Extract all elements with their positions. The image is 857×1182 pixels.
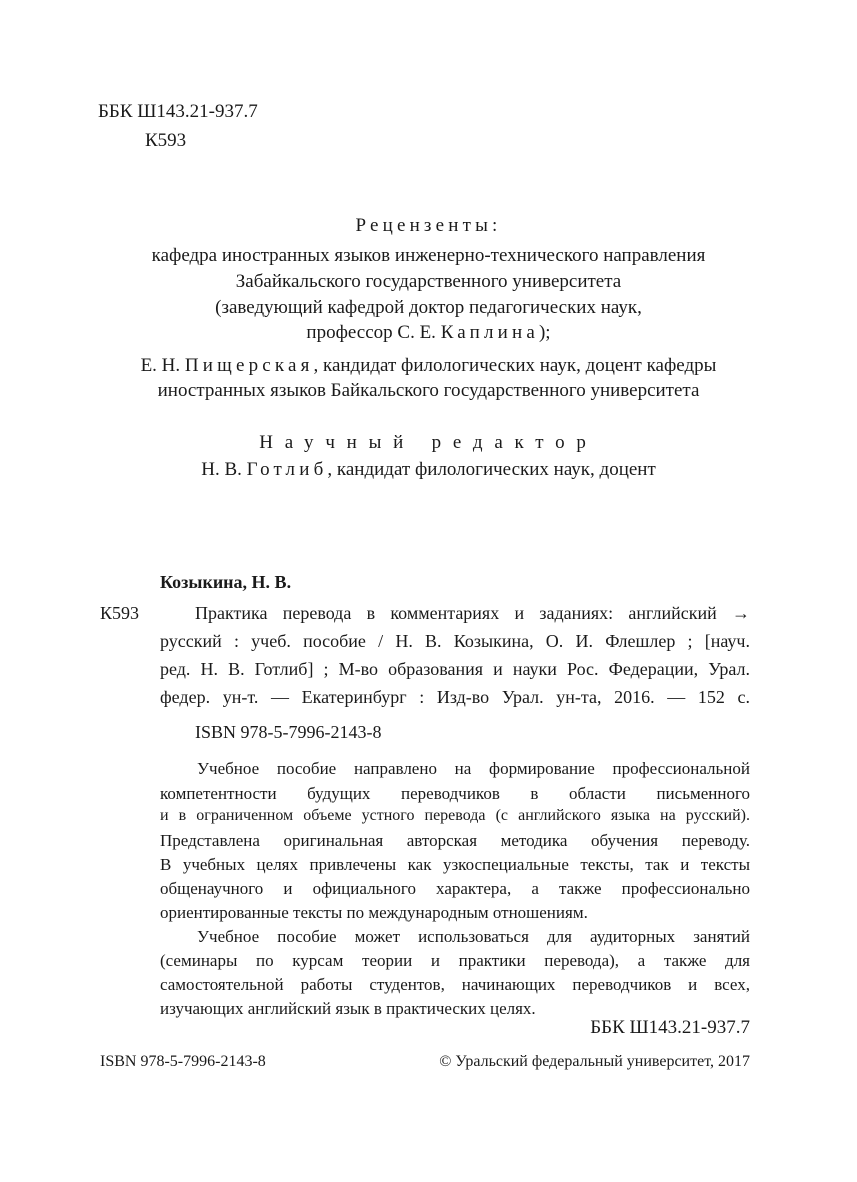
editor-heading: Научный редактор [259,432,598,453]
reviewer-name-pishcherskaya: Пищерская [184,355,314,376]
annotation-line-1: Учебное пособие направлено на формирование профессиональной [197,759,750,778]
reviewers-line-4: профессор С. Е. Каплина); [306,322,551,343]
annotation-line-8: Учебное пособие может использоваться для аудиторных занятий [197,927,750,946]
annotation-line-6: общенаучного и официального характера, а также профессионально [160,879,750,898]
annotation-line-11: изучающих английский язык в практических целях. [160,999,536,1018]
annotation-line-4: Представлена оригинальная авторская методика обучения переводу. [160,831,750,850]
catalog-mark: К593 [100,603,140,623]
catalog-author: Козыкина, Н. В. [160,572,292,592]
annotation-line-3: и в ограниченном объеме устного перевода (с английского языка на русский). [160,807,750,824]
reviewers-line-5: Е. Н. Пищерская, кандидат филологических наук, доцент кафедры [140,355,717,376]
reviewer-name-kaplina: Каплина [440,322,539,343]
reviewers-line-1: кафедра иностранных языков инженерно-технического направления [151,245,706,266]
bbk-index-top: ББК Ш143.21-937.7 [98,101,258,122]
editor-line: Н. В. Готлиб, кандидат филологических наук, доцент [201,459,656,480]
author-mark-top: К593 [145,130,187,151]
footer-copyright: © Уральский федеральный университет, 2017 [439,1053,750,1070]
annotation-line-7: ориентированные тексты по международным отношениям. [160,903,588,922]
catalog-isbn: ISBN 978-5-7996-2143-8 [195,722,382,742]
annotation-line-5: В учебных целях привлечены как узкоспециальные тексты, так и тексты [160,855,750,874]
editor-name-gotlib: Готлиб [246,459,328,480]
catalog-line-2: русский : учеб. пособие / Н. В. Козыкина, О. И. Флешлер ; [науч. [160,631,750,651]
footer-isbn: ISBN 978-5-7996-2143-8 [100,1053,266,1070]
reviewers-line-6: иностранных языков Байкальского государственного университета [157,380,700,401]
annotation-line-10: самостоятельной работы студентов, начинающих переводчиков и всех, [160,975,750,994]
catalog-line-3: ред. Н. В. Готлиб] ; М-во образования и науки Рос. Федерации, Урал. [160,659,750,679]
reviewers-line-2: Забайкальского государственного университета [235,271,622,292]
catalog-line-4: федер. ун-т. — Екатеринбург : Изд-во Урал. ун-та, 2016. — 152 с. [160,687,750,707]
reviewers-heading: Рецензенты: [355,215,502,236]
bbk-index-bottom: ББК Ш143.21-937.7 [590,1017,750,1038]
reviewers-line-3: (заведующий кафедрой доктор педагогических наук, [215,297,642,318]
annotation-line-9: (семинары по курсам теории и практики перевода), а также для [160,951,750,970]
catalog-line-1: Практика перевода в комментариях и заданиях: английский → [195,603,750,623]
annotation-line-2: компетентности будущих переводчиков в области письменного [160,784,750,803]
